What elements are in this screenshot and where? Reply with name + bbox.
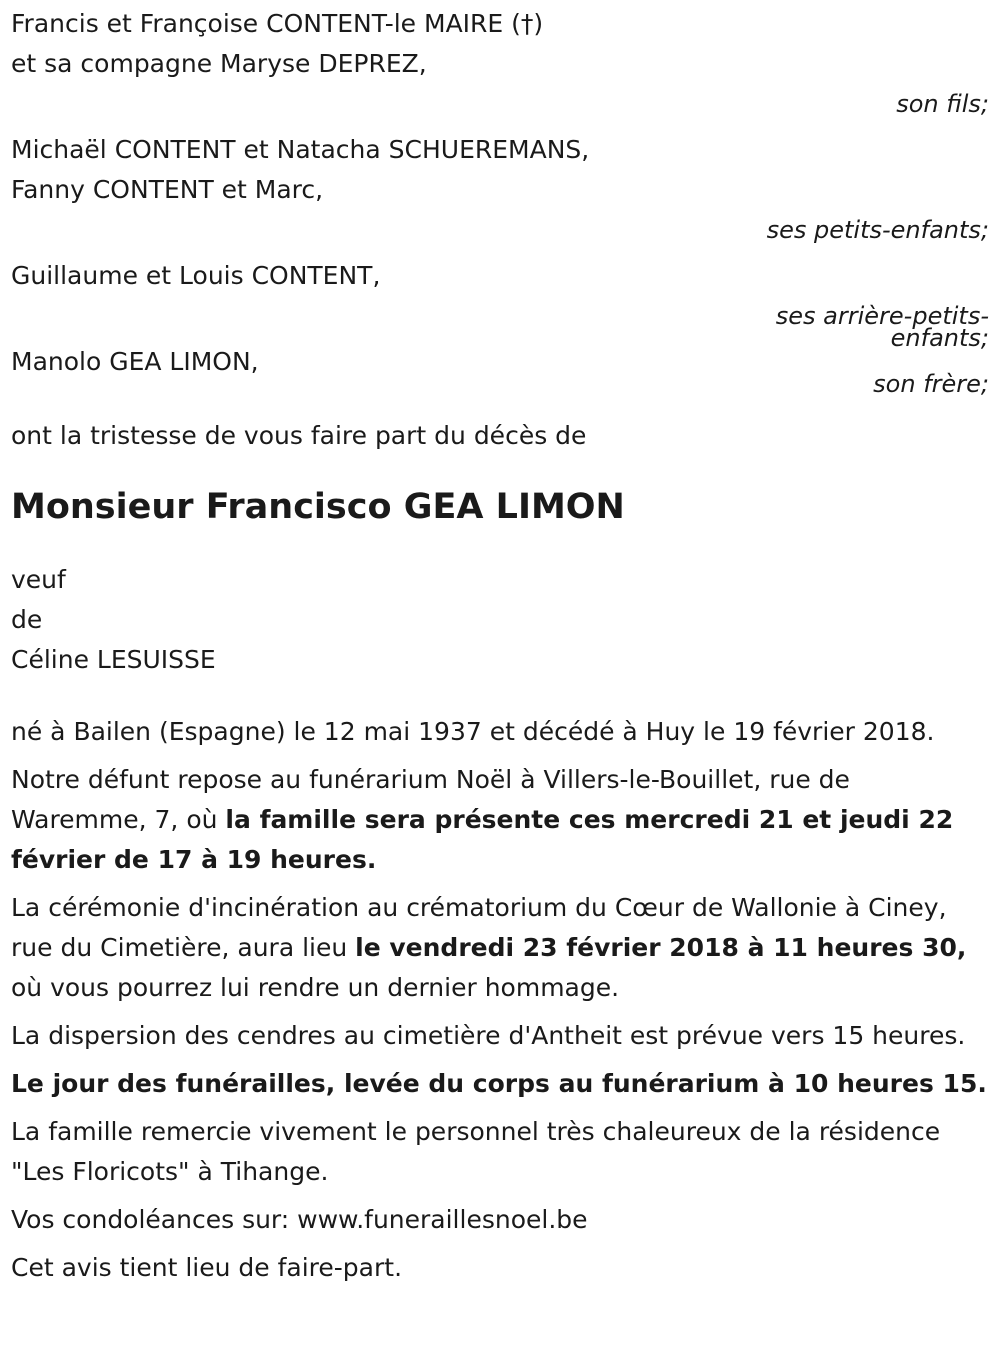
son-block (11, 4, 989, 124)
great-grandchildren-line-1: Guillaume et Louis CONTENT, (11, 261, 381, 290)
brother-role: son frère; (873, 370, 989, 398)
son-line-2: et sa compagne Maryse DEPREZ, (11, 49, 427, 78)
announcement-text: ont la tristesse de vous faire part du décès de (11, 421, 587, 450)
grandchildren-line-2: Fanny CONTENT et Marc, (11, 175, 324, 204)
grandchildren-role: ses petits-enfants; (766, 216, 989, 244)
rest-text: Notre défunt repose au funérarium Noël à Villers-le-Bouillet, rue de Waremme, 7, où (11, 765, 850, 834)
great-grandchildren-role-2: enfants; (890, 324, 989, 352)
ceremony-text-2: où vous pourrez lui rendre un dernier hommage. (11, 973, 620, 1002)
son-role: son fils; (896, 90, 989, 118)
funeral-day-text: Le jour des funérailles, levée du corps au funérarium à 10 heures 15. (11, 1069, 987, 1098)
widower-line-3: Céline LESUISSE (11, 645, 216, 674)
ceremony-bold-text: le vendredi 23 février 2018 à 11 heures 30, (355, 933, 967, 962)
son-line-1: Francis et Françoise CONTENT-le MAIRE (†) (11, 9, 544, 38)
dispersion-paragraph: La dispersion des cendres au cimetière d'Antheit est prévue vers 15 heures. (11, 1021, 966, 1050)
birth-death-text: né à Bailen (Espagne) le 12 mai 1937 et décédé à Huy le 19 février 2018. (11, 717, 935, 746)
great-grandchildren-role-1: ses arrière-petits- (775, 302, 989, 330)
ceremony-text-1: La cérémonie d'incinération au crématorium du Cœur de Wallonie à Ciney, rue du Cimetière, aura lieu (11, 893, 947, 962)
rest-paragraph (11, 760, 989, 880)
condolences-paragraph: Vos condoléances sur: www.funeraillesnoel.be (11, 1205, 588, 1234)
widower-block (11, 560, 989, 680)
ceremony-paragraph (11, 888, 989, 1008)
thanks-paragraph: La famille remercie vivement le personnel très chaleureux de la résidence "Les Floricots" à Tihange. (11, 1117, 941, 1186)
deceased-name: Monsieur Francisco GEA LIMON (11, 487, 625, 527)
brother-line-1: Manolo GEA LIMON, (11, 347, 259, 376)
widower-line-2: de (11, 605, 43, 634)
rest-bold-text: la famille sera présente ces mercredi 21 et jeudi 22 février de 17 à 19 heures. (11, 805, 954, 874)
funeral-day-paragraph (11, 1064, 989, 1104)
brother-block (11, 342, 989, 404)
obituary-document (11, 4, 989, 1288)
grandchildren-block (11, 130, 989, 250)
grandchildren-line-1: Michaël CONTENT et Natacha SCHUEREMANS, (11, 135, 590, 164)
notice-paragraph: Cet avis tient lieu de faire-part. (11, 1253, 403, 1282)
widower-line-1: veuf (11, 565, 66, 594)
